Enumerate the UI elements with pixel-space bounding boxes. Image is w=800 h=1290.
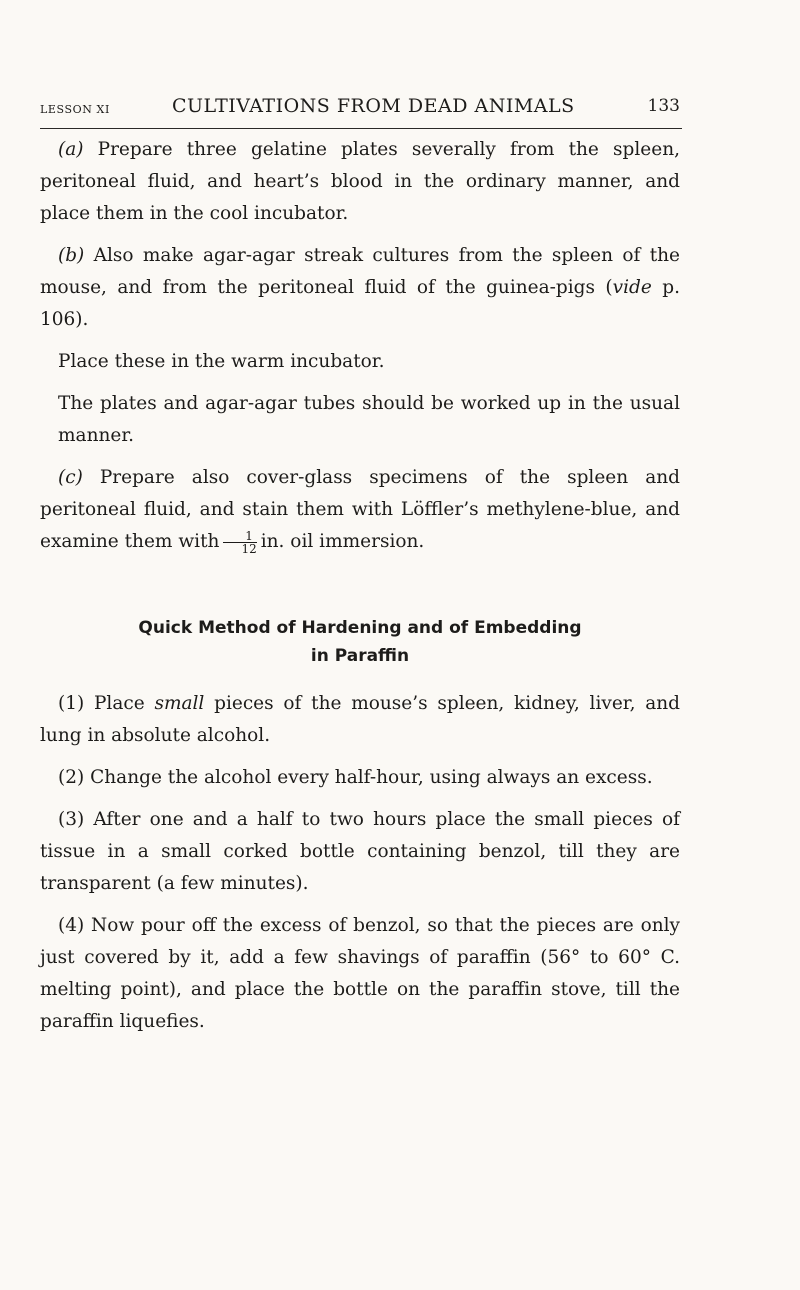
paragraph-b-label: (b) (58, 245, 85, 266)
step-2 (40, 762, 680, 794)
paragraph-worked-up: The plates and agar-agar tubes should be worked up in the usual manner. (58, 393, 680, 446)
paragraph-a-label: (a) (58, 139, 84, 160)
fraction-numerator: 1 (223, 530, 256, 543)
step-1-text-after: pieces of the mouse’s spleen, kidney, liver, and lung in absolute alcohol. (40, 693, 680, 746)
paragraph-b (40, 240, 680, 336)
paragraph-b-text-before: Also make agar-agar streak cultures from the spleen of the mouse, and from the peritoneal fluid of the guinea-pigs ( (40, 245, 680, 298)
paragraph-c (40, 462, 680, 558)
step-1-number: (1) (58, 693, 85, 714)
step-1-text-before: Place (84, 693, 155, 714)
paragraph-b-vide: vide (612, 277, 652, 298)
section-heading-line-2: in Paraffin (310, 646, 410, 666)
step-3 (40, 804, 680, 900)
step-1 (40, 688, 680, 752)
fraction-denominator: 12 (241, 541, 257, 556)
paragraph-a (40, 134, 680, 230)
chapter-title: CULTIVATIONS FROM DEAD ANIMALS (172, 95, 575, 117)
step-2-text: Change the alcohol every half-hour, using always an excess. (84, 767, 653, 788)
body-text (40, 134, 680, 1048)
step-2-number: (2) (58, 767, 85, 788)
paragraph-c-label: (c) (58, 467, 83, 488)
paragraph-c-text-before: Prepare also cover-glass specimens of the spleen and peritoneal fluid, and stain them with Löffler’s methylene-blue, and examine them with (40, 467, 680, 552)
paragraph-warm-incubator: Place these in the warm incubator. (58, 351, 385, 372)
paragraph-b-text-after: p. 106). (40, 277, 680, 330)
page-number: 133 (647, 96, 680, 116)
step-4-number: (4) (58, 915, 85, 936)
paragraph-c-text-after: in. oil immersion. (260, 531, 425, 552)
step-3-number: (3) (58, 809, 85, 830)
section-heading (40, 614, 680, 670)
step-1-italic: small (154, 693, 205, 714)
fraction (223, 530, 256, 555)
section-heading-line-1: Quick Method of Hardening and of Embedding (138, 618, 582, 638)
paragraph-a-text: Prepare three gelatine plates severally from the spleen, peritoneal fluid, and heart’s blood in the ordinary manner, and place them in the cool incubator. (40, 139, 680, 224)
step-4-text: Now pour off the excess of benzol, so that the pieces are only just covered by it, add a few shavings of paraffin (56° to 60° C. melting point), and place the bottle on the paraffin stove, till the paraffin liquefies. (40, 915, 680, 1032)
running-head (40, 95, 680, 121)
step-4 (40, 910, 680, 1038)
header-rule (40, 128, 682, 129)
lesson-label: LESSON XI (40, 103, 110, 116)
step-3-text: After one and a half to two hours place the small pieces of tissue in a small corked bottle containing benzol, till they are transparent (a few minutes). (40, 809, 680, 894)
